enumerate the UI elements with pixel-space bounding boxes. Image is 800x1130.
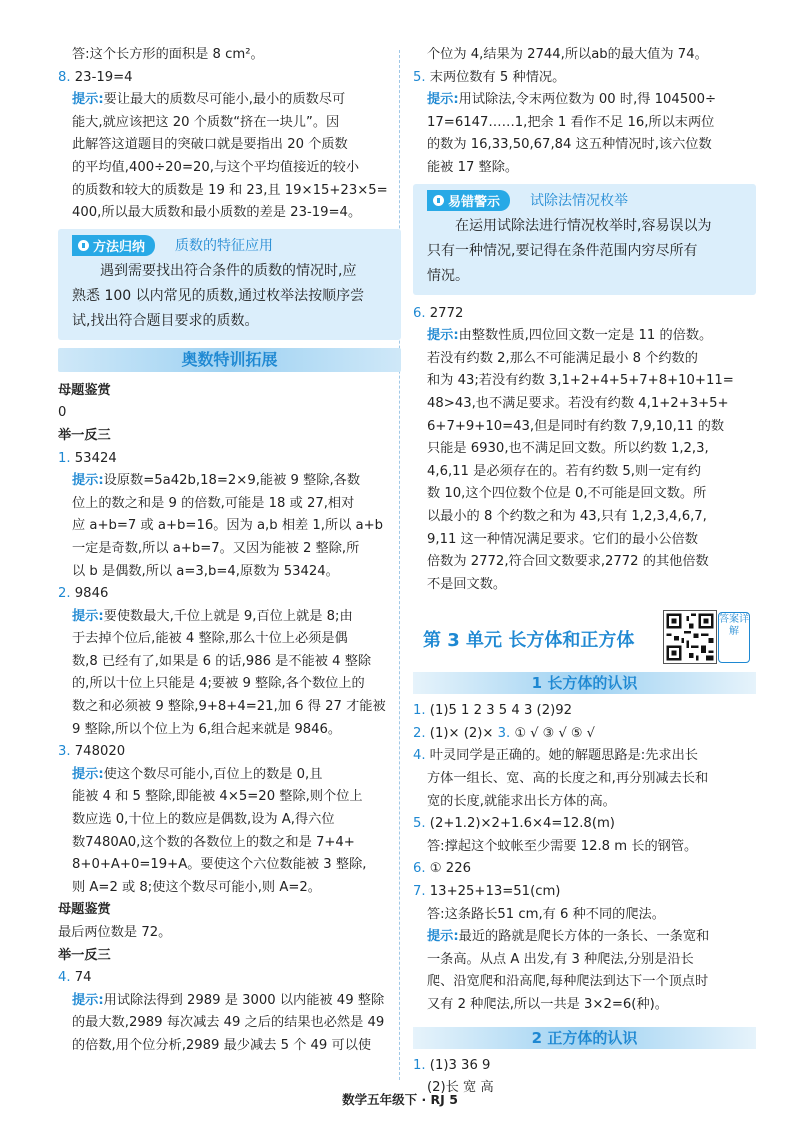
question-number: 2. (413, 725, 426, 741)
answer-line (58, 967, 401, 990)
hint-text: 最近的路就是爬长方体的一条长、一条宽和 (458, 929, 710, 945)
hint-label: 提示: (72, 992, 104, 1008)
unit-title: 第 3 单元 长方体和正方体 (423, 630, 635, 652)
answer-text: (2+1.2)×2+1.6×4=12.8(m) (429, 816, 615, 832)
hint-text: 要让最大的质数尽可能小,最小的质数尽可 (103, 92, 346, 108)
answer-text: ① 226 (429, 861, 471, 877)
hint-line (58, 470, 401, 493)
answer-line (413, 813, 756, 836)
question-number: 2. (58, 586, 71, 602)
tag-label: 方法归纳 (93, 239, 146, 255)
answer-text: (1)3 36 9 (429, 1057, 491, 1073)
question-number: 3. (497, 725, 511, 741)
subheading: 母题鉴赏 (58, 382, 111, 398)
lightbulb-icon (433, 195, 444, 206)
hint-label: 提示: (72, 608, 104, 624)
answer-line (413, 700, 756, 723)
box-title: 试除法情况枚举 (530, 193, 629, 210)
hint-label: 提示: (72, 473, 104, 489)
answer-line (58, 583, 401, 606)
hint-label: 提示: (427, 92, 459, 108)
answer-text: 末两位数有 5 种情况。 (429, 69, 566, 85)
answer-text: 74 (74, 970, 92, 986)
answer-text: (1)× (2)× (429, 725, 494, 741)
box-text: 在运用试除法进行情况枚举时,容易误以为 (455, 217, 712, 234)
answer-detail-label: 答案详解 (718, 612, 750, 663)
question-number: 1. (413, 1057, 426, 1073)
text-line: 一条高。从点 A 出发,有 3 种爬法,分别是沿长 (427, 951, 694, 967)
question-number: 5. (413, 816, 426, 832)
box-header (427, 190, 744, 211)
answer-text: 53424 (74, 450, 117, 466)
hint-text: 由整数性质,四位回文数一定是 11 的倍数。 (458, 328, 713, 344)
question-number: 3. (58, 744, 71, 760)
box-text: 只有一种情况,要记得在条件范围内穷尽所有 (427, 242, 698, 259)
error-warning-box (413, 184, 756, 295)
box-text: 熟悉 100 以内常见的质数,通过枚举法按顺序尝 (72, 287, 365, 304)
hint-line (58, 606, 401, 629)
tag-label: 易错警示 (448, 194, 501, 210)
question-number: 7. (413, 884, 426, 900)
text-line: 的,所以十位上只能是 4;要被 9 整除,各个数位上的 (72, 676, 365, 692)
text-line: 以 b 是偶数,所以 a=3,b=4,原数为 53424。 (72, 563, 339, 579)
text-line: 17=6147……1,把余 1 看作不足 16,所以末两位 (427, 114, 715, 130)
qr-code-icon[interactable] (663, 610, 717, 664)
text-line: 6+7+9+10=43,但是同时有约数 7,9,10,11 的数 (427, 418, 725, 434)
hint-text: 用试除法,令末两位数为 00 时,得 104500÷ (458, 92, 717, 108)
question-number: 8. (58, 69, 71, 85)
text-line: 最后两位数是 72。 (58, 925, 172, 940)
box-text: 试,找出符合题目要求的质数。 (72, 312, 259, 329)
text-line: 的数为 16,33,50,67,84 这五种情况时,该六位数 (427, 137, 712, 153)
text-line: 若没有约数 2,那么不可能满足最小 8 个约数的 (427, 350, 698, 366)
text-line: 以最小的 8 个约数之和为 43,只有 1,2,3,4,6,7, (427, 508, 707, 524)
hint-line (413, 325, 756, 348)
text-line: 的平均值,400÷20=20,与这个平均值接近的较小 (72, 159, 360, 175)
hint-line (58, 764, 401, 787)
answer-text: 13+25+13=51(cm) (429, 884, 561, 900)
right-column (413, 44, 756, 1100)
hint-label: 提示: (427, 929, 459, 945)
text-line: 能被 4 和 5 整除,即能被 4×5=20 整除,则个位上 (72, 789, 363, 805)
text-line: 答:这条路长51 cm,有 6 种不同的爬法。 (427, 906, 665, 922)
answer-text: 叶灵同学是正确的。她的解题思路是:先求出长 (429, 748, 698, 764)
text-line: 爬、沿宽爬和沿高爬,每种爬法到达下一个顶点时 (427, 974, 709, 990)
answer-text: 9846 (74, 586, 109, 602)
text-line: 宽的长度,就能求出长方体的高。 (427, 793, 616, 809)
box-text: 情况。 (427, 267, 469, 284)
text-line: 于去掉个位后,能被 4 整除,那么十位上必须是偶 (72, 631, 348, 647)
text-line: 倍数为 2772,符合回文数要求,2772 的其他倍数 (427, 554, 709, 570)
text-line: 8+0+A+0=19+A。要使这个六位数能被 3 整除, (72, 857, 367, 873)
text-line: 数,8 已经有了,如果是 6 的话,986 是不能被 4 整除 (72, 653, 372, 669)
text-line: 9,11 这一种情况满足要求。它们的最小公倍数 (427, 531, 698, 547)
text-line: 能被 17 整除。 (427, 159, 519, 175)
question-number: 5. (413, 69, 426, 85)
answer-line (413, 303, 756, 326)
hint-line (413, 89, 756, 112)
answer-line (413, 67, 756, 90)
answer-text: 2772 (429, 305, 464, 321)
hint-label: 提示: (72, 766, 104, 782)
hint-label: 提示: (427, 328, 459, 344)
question-number: 6. (413, 861, 426, 877)
hint-label: 提示: (72, 92, 104, 108)
text-line: 数之和必须被 9 整除,9+8+4=21,加 6 得 27 才能被 (72, 699, 386, 715)
method-summary-box (58, 229, 401, 340)
answer-line (58, 67, 401, 90)
answer-line (58, 741, 401, 764)
hint-text: 要使数最大,千位上就是 9,百位上就是 8;由 (103, 608, 353, 624)
left-column (58, 44, 401, 1058)
lightbulb-icon (78, 240, 89, 251)
text-line: 数应选 0,十位上的数应是偶数,设为 A,得六位 (72, 812, 335, 828)
text-line: 只能是 6930,也不满足回文数。所以约数 1,2,3, (427, 441, 709, 457)
text-line: 的最大数,2989 每次减去 49 之后的结果也必然是 49 (72, 1015, 385, 1031)
question-number: 1. (413, 703, 426, 719)
page-footer: 数学五年级下 · RJ 5 (342, 1092, 458, 1107)
text-line: 又有 2 种爬法,所以一共是 3×2=6(种)。 (427, 997, 668, 1012)
box-text: 遇到需要找出符合条件的质数的情况时,应 (100, 262, 357, 279)
text-line: 400,所以最大质数和最小质数的差是 23-19=4。 (72, 205, 362, 221)
hint-text: 使这个数尽可能小,百位上的数是 0,且 (103, 766, 323, 782)
hint-text: 用试除法得到 2989 是 3000 以内能被 49 整除 (103, 992, 385, 1008)
hint-line (58, 990, 401, 1013)
text-line: 4,6,11 是必须存在的。若有约数 5,则一定有约 (427, 463, 701, 479)
section-header: 奥数特训拓展 (58, 348, 401, 372)
text-line: 此解答这道题目的突破口就是要指出 20 个质数 (72, 137, 348, 153)
question-number: 4. (413, 748, 426, 764)
answer-line (413, 858, 756, 881)
text-line: 9 整除,所以个位上为 6,组合起来就是 9846。 (72, 721, 342, 737)
text-line: 的质数和较大的质数是 19 和 23,且 19×15+23×5= (72, 182, 388, 198)
text-line: 方体一组长、宽、高的长度之和,再分别减去长和 (427, 771, 709, 787)
text-line: 则 A=2 或 8;使这个数尽可能小,则 A=2。 (72, 879, 321, 895)
warning-tag (427, 190, 510, 211)
text-line: 答:这个长方形的面积是 8 cm²。 (72, 47, 264, 62)
subsection-header: 2 正方体的认识 (413, 1027, 756, 1049)
text-line: 不是回文数。 (427, 576, 507, 592)
question-number: 6. (413, 305, 426, 321)
text-line: 0 (58, 405, 67, 421)
text-line: 和为 43;若没有约数 3,1+2+4+5+7+8+10+11= (427, 373, 734, 389)
answer-line (413, 881, 756, 904)
text-line: 48>43,也不满足要求。若没有约数 4,1+2+3+5+ (427, 395, 729, 411)
question-number: 4. (58, 970, 71, 986)
text-line: 能大,就应该把这 20 个质数“挤在一块儿”。因 (72, 114, 340, 130)
subsection-header: 1 长方体的认识 (413, 672, 756, 694)
text-line: (2)长 宽 高 (427, 1080, 494, 1096)
text-line: 个位为 4,结果为 2744,所以ab的最大值为 74。 (427, 47, 708, 62)
answer-text: ① √ ③ √ ⑤ √ (514, 725, 595, 741)
text-line: 位上的数之和是 9 的倍数,可能是 18 或 27,相对 (72, 495, 355, 511)
box-header (72, 235, 389, 256)
answer-text: (1)5 1 2 3 5 4 3 (2)92 (429, 703, 573, 719)
answer-text: 748020 (74, 744, 126, 760)
box-title: 质数的特征应用 (175, 238, 274, 255)
question-number: 1. (58, 450, 71, 466)
text-line: 一定是奇数,所以 a+b=7。又因为能被 2 整除,所 (72, 540, 360, 556)
hint-line (413, 926, 756, 949)
text-line: 的倍数,用个位分析,2989 最少减去 5 个 49 可以使 (72, 1037, 372, 1053)
subheading: 举一反三 (58, 427, 111, 443)
hint-text: 设原数=5a42b,18=2×9,能被 9 整除,各数 (103, 473, 361, 489)
answer-line (413, 1055, 756, 1078)
answer-line (413, 723, 756, 746)
text-line: 应 a+b=7 或 a+b=16。因为 a,b 相差 1,所以 a+b (72, 518, 384, 534)
method-tag (72, 235, 155, 256)
subheading: 举一反三 (58, 947, 111, 963)
unit-header (413, 610, 756, 662)
answer-text: 23-19=4 (74, 69, 133, 85)
text-line: 答:撑起这个蚊帐至少需要 12.8 m 长的钢管。 (427, 838, 698, 854)
answer-line (413, 745, 756, 768)
subheading: 母题鉴赏 (58, 902, 111, 918)
text-line: 数7480A0,这个数的各数位上的数之和是 7+4+ (72, 834, 355, 850)
hint-line (58, 89, 401, 112)
text-line: 数 10,这个四位数个位是 0,不可能是回文数。所 (427, 486, 707, 502)
answer-line (58, 448, 401, 471)
